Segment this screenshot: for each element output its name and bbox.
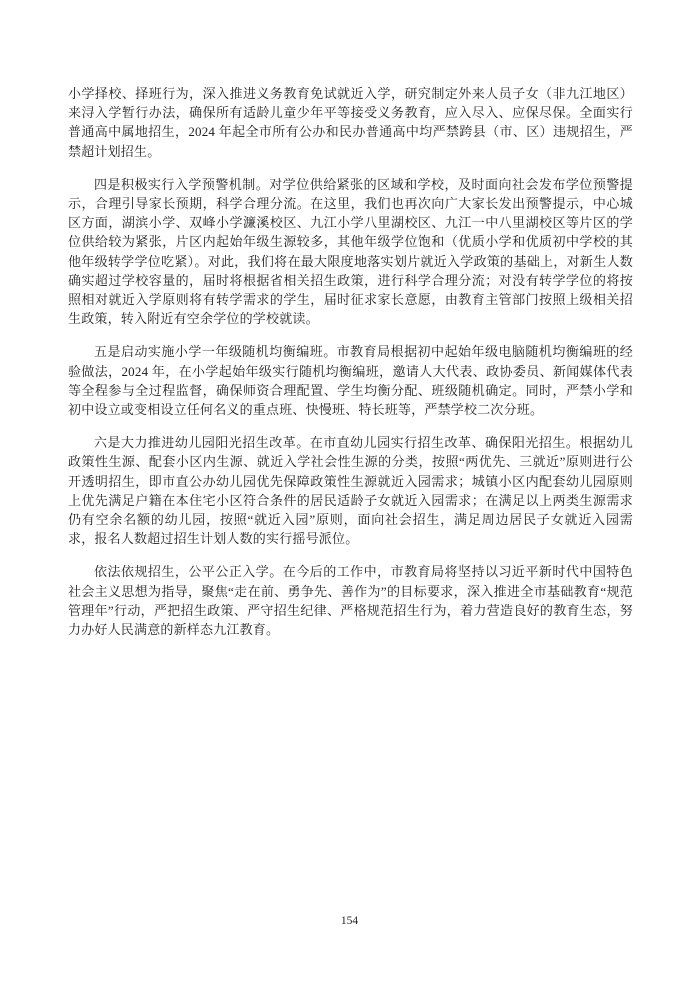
document-body bbox=[68, 84, 633, 653]
paragraph-continuation: 小学择校、择班行为，深入推进义务教育免试就近入学，研究制定外来人员子女（非九江地区）来浔入学暂行办法，确保所有适龄儿童少年平等接受义务教育，应入尽入、应保尽保。全面实行普通高中属地招生，2024 年起全市所有公办和民办普通高中均严禁跨县（市、区）违规招生，严禁超计划招生。 bbox=[68, 86, 633, 159]
paragraph-closing: 依法依规招生，公平公正入学。在今后的工作中，市教育局将坚持以习近平新时代中国特色社会主义思想为指导，聚焦“走在前、勇争先、善作为”的目标要求，深入推进全市基础教育“规范管理年”行动，严把招生政策、严守招生纪律、严格规范招生行为，着力营造良好的教育生态，努力办好人民满意的新样态九江教育。 bbox=[68, 564, 633, 638]
paragraph-point-six: 六是大力推进幼儿园阳光招生改革。在市直幼儿园实行招生改革、确保阳光招生。根据幼儿政策性生源、配套小区内生源、就近入学社会性生源的分类，按照“两优先、三就近”原则进行公开透明招生，即市直公办幼儿园优先保障政策性生源就近入园需求；城镇小区内配套幼儿园原则上优先满足户籍在本住宅小区符合条件的居民适龄子女就近入园需求；在满足以上两类生源需求仍有空余名额的幼儿园，按照“就近入园”原则，面向社会招生，满足周边居民子女就近入园需求，报名人数超过招生计划人数的实行摇号派位。 bbox=[68, 435, 633, 547]
paragraph-point-four: 四是积极实行入学预警机制。对学位供给紧张的区域和学校，及时面向社会发布学位预警提示，合理引导家长预期，科学合理分流。在这里，我们也再次向广大家长发出预警提示，中心城区方面，湖滨小学、双峰小学濂溪校区、九江小学八里湖校区、九江一中八里湖校区等片区的学位供给较为紧张，片区内起始年级生源较多，其他年级学位饱和（优质小学和优质初中学校的其他年级转学学位吃紧）。对此，我们将在最大限度地落实划片就近入学政策的基础上，对新生人数确实超过学校容量的，届时将根据省相关招生政策，进行科学合理分流；对没有转学学位的将按照相对就近入学原则将有转学需求的学生，届时征求家长意愿，由教育主管部门按照上级相关招生政策，转入附近有空余学位的学校就读。 bbox=[68, 176, 633, 327]
page-number: 154 bbox=[340, 915, 359, 927]
paragraph-point-five: 五是启动实施小学一年级随机均衡编班。市教育局根据初中起始年级电脑随机均衡编班的经验做法，2024 年，在小学起始年级实行随机均衡编班，邀请人大代表、政协委员、新闻媒体代表等全程参与全过程监督，确保师资合理配置、学生均衡分配、班级随机确定。同时，严禁小学和初中设立或变相设立任何名义的重点班、快慢班、特长班等，严禁学校二次分班。 bbox=[68, 344, 633, 418]
